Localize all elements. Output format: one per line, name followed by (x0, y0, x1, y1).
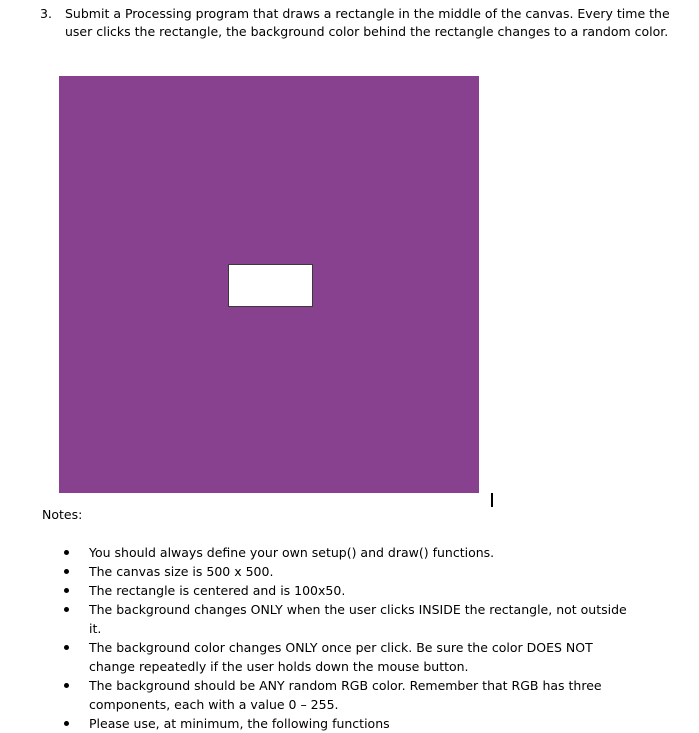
bullet-icon (64, 607, 69, 612)
note-text: The background should be ANY random RGB color. Remember that RGB has three components, each with a value 0 – 255. (89, 678, 602, 712)
canvas-illustration (59, 76, 479, 493)
bullet-icon (64, 569, 69, 574)
bullet-icon (64, 645, 69, 650)
text-cursor (491, 493, 493, 507)
bullet-icon (64, 550, 69, 555)
list-item (0, 676, 639, 714)
center-rectangle (228, 264, 313, 307)
list-item (0, 581, 639, 600)
note-text: The background color changes ONLY once per click. Be sure the color DOES NOT change repeatedly if the user holds down the mouse button. (89, 640, 593, 674)
note-text: The background changes ONLY when the user clicks INSIDE the rectangle, not outside it. (89, 602, 627, 636)
note-text: You should always define your own setup() and draw() functions. (89, 545, 495, 560)
question-text: Submit a Processing program that draws a rectangle in the middle of the canvas. Every time the user clicks the rectangle, the background color behind the rectangle changes to a random color. (65, 6, 670, 39)
bullet-icon (64, 588, 69, 593)
note-text: The rectangle is centered and is 100x50. (89, 583, 346, 598)
list-item (0, 543, 639, 562)
question-number: 3. (40, 6, 52, 21)
note-text: The canvas size is 500 x 500. (89, 564, 274, 579)
list-item (0, 638, 639, 676)
list-item (0, 562, 639, 581)
note-text: Please use, at minimum, the following functions (89, 716, 390, 731)
notes-label: Notes: (42, 507, 83, 522)
bullet-icon (64, 683, 69, 688)
notes-list (0, 543, 699, 733)
list-item (0, 600, 639, 638)
